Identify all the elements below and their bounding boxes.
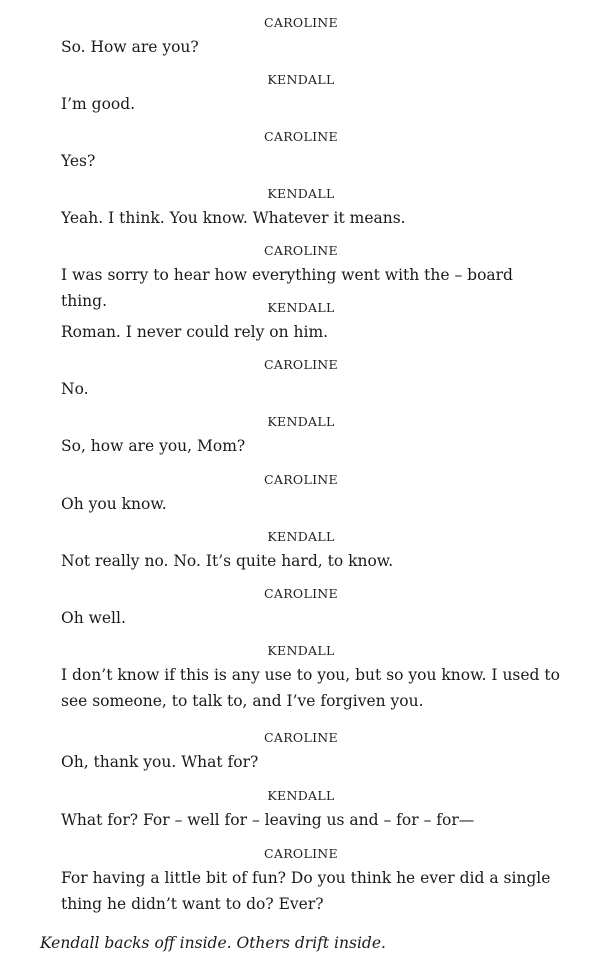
dialogue-line: Yes? (61, 152, 96, 170)
dialogue-line: I was sorry to hear how everything went with the – board thing. (61, 266, 513, 310)
dialogue-line: Yeah. I think. You know. Whatever it means. (61, 209, 406, 227)
speaker-name: CAROLINE (264, 357, 338, 372)
speaker-name: CAROLINE (264, 472, 338, 487)
dialogue-line: So. How are you? (61, 38, 199, 56)
speaker-name: KENDALL (267, 529, 335, 544)
speaker-name: KENDALL (267, 186, 335, 201)
dialogue-line: Oh, thank you. What for? (61, 753, 259, 771)
speaker-name: CAROLINE (264, 586, 338, 601)
dialogue-line: For having a little bit of fun? Do you think he ever did a single thing he didn’t want to do? Ever? (61, 869, 551, 913)
dialogue-line: Roman. I never could rely on him. (61, 323, 329, 341)
dialogue-line: Oh well. (61, 609, 126, 627)
speaker-name: CAROLINE (264, 15, 338, 30)
speaker-name: KENDALL (267, 72, 335, 87)
dialogue-line: I don’t know if this is any use to you, but so you know. I used to see someone, to talk to, and I’ve forgiven you. (61, 666, 560, 710)
speaker-name: KENDALL (267, 300, 335, 315)
speaker-name: CAROLINE (264, 846, 338, 861)
dialogue-line: I’m good. (61, 95, 136, 113)
speaker-name: KENDALL (267, 788, 335, 803)
dialogue-line: So, how are you, Mom? (61, 437, 246, 455)
dialogue-line: Not really no. No. It’s quite hard, to know. (61, 552, 394, 570)
stage-direction: Kendall backs off inside. Others drift inside. (40, 934, 386, 952)
speaker-name: CAROLINE (264, 243, 338, 258)
dialogue-line: What for? For – well for – leaving us and – for – for— (61, 811, 475, 829)
speaker-name: CAROLINE (264, 730, 338, 745)
dialogue-line: No. (61, 380, 89, 398)
dialogue-line: Oh you know. (61, 495, 167, 513)
speaker-name: CAROLINE (264, 129, 338, 144)
speaker-name: KENDALL (267, 414, 335, 429)
speaker-name: KENDALL (267, 643, 335, 658)
